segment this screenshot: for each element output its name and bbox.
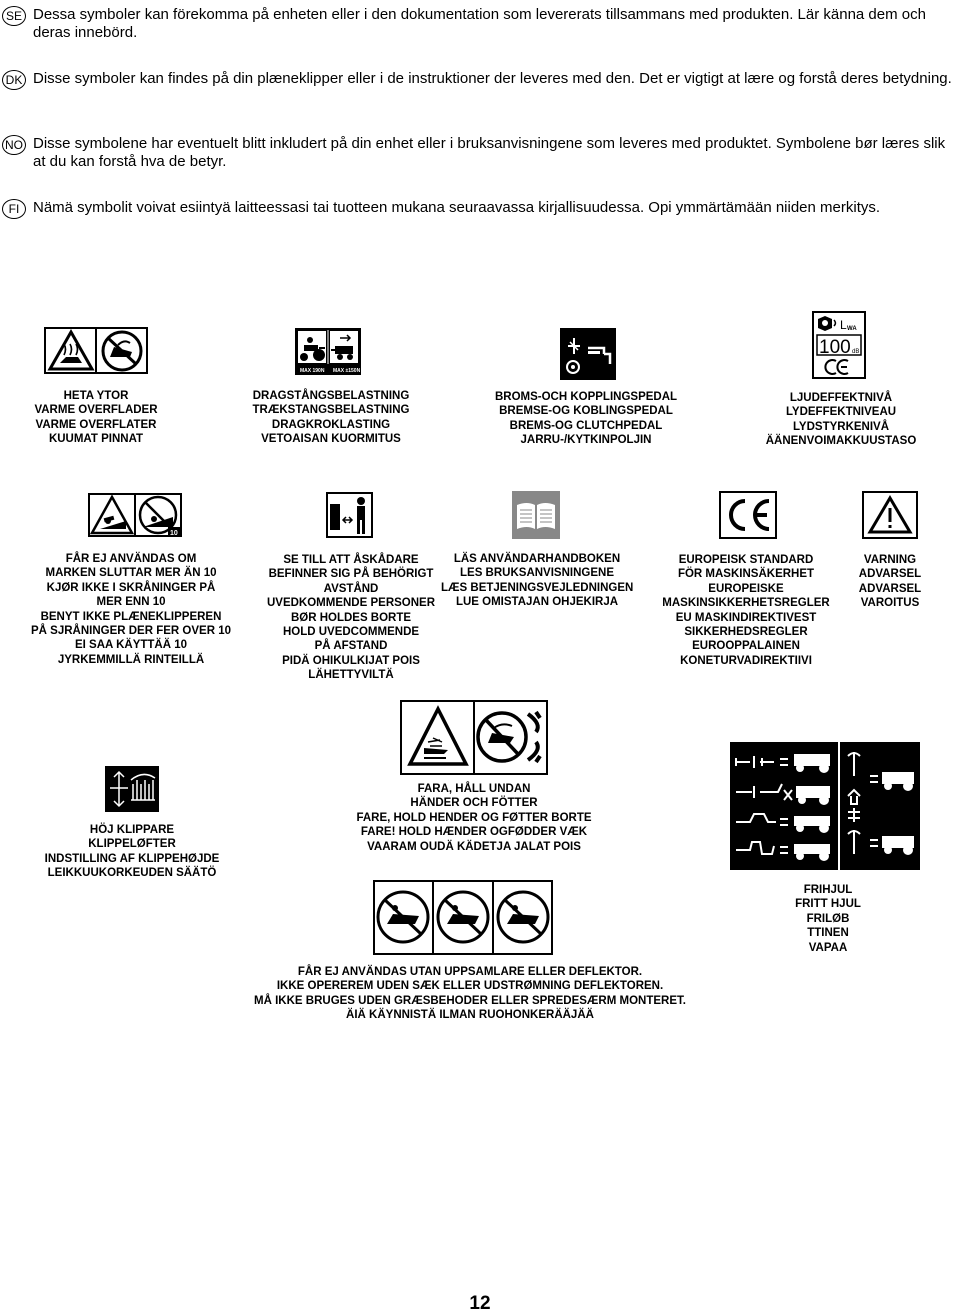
noise-level-icon (812, 311, 866, 379)
noise-value: 100 (819, 337, 851, 358)
slope-warning-caption (16, 552, 246, 667)
caption-line: BROMS-OCH KOPPLINGSPEDAL (494, 391, 678, 403)
slope-badge: 10 (170, 530, 178, 537)
hot-surfaces-caption (16, 389, 176, 447)
caption-line: SIKKERHEDSREGLER (684, 626, 808, 639)
caption-line: LUE OMISTAJAN OHJEKIRJA (455, 596, 619, 609)
lwa-symbol: L (840, 318, 847, 332)
language-badge-se: SE (2, 6, 26, 26)
caption-line: EUROPEISKE (708, 582, 784, 595)
caption-line: LES BRUKSANVISNINGENE (460, 567, 614, 580)
caption-line: KLIPPELØFTER (88, 838, 176, 851)
caption-line: PÅ SJRÅNINGER DER FER OVER 10 (30, 625, 231, 638)
caption-line: JARRU-/KYTKINPOLJIN (520, 434, 652, 447)
freewheel-caption (778, 883, 878, 955)
caption-line: EUROPEISK STANDARD (678, 554, 814, 566)
caption-line: VARME OVERFLATER (35, 418, 157, 431)
keep-distance-caption (256, 553, 446, 683)
caption-line: FARA, HÅLL UNDAN (417, 783, 531, 795)
caption-line: LÆS BETJENINGSVEJLEDNINGEN (441, 581, 634, 594)
caption-line: BØR HOLDES BORTE (290, 611, 412, 624)
caption-line: TTINEN (807, 927, 849, 940)
grass-collector-required-caption (200, 965, 740, 1023)
brake-clutch-pedal-icon (560, 328, 616, 380)
freewheel-icon (730, 742, 920, 870)
caption-line: LEIKKUUKORKEUDEN SÄÄTÖ (47, 867, 217, 880)
ce-mark-caption (648, 553, 844, 668)
caption-line: IKKE OPEREREM UDEN SÆK ELLER UDSTRØMNING DEFLEKTOREN. (276, 980, 664, 993)
language-badge-no: NO (2, 135, 26, 155)
caption-line: PÅ AFSTAND (314, 640, 388, 653)
intro-text-no: Disse symbolene har eventuelt blitt inkludert på din enhet eller i bruksanvisningene som leveres med produktet. Symbolene bør læres slik at du kan forstå hva de betyr. (33, 135, 946, 170)
caption-line: EU MASKINDIREKTIVEST (675, 611, 817, 624)
caption-line: VAROITUS (860, 597, 920, 610)
caption-line: MÅ IKKE BRUGES UDEN GRÆSBEHODER ELLER SPREDESÆRM MONTERET. (254, 994, 686, 1007)
caption-line: TRÆKSTANGSBELASTNING (252, 404, 410, 417)
caption-line: AVSTÅND (323, 582, 379, 595)
caption-line: SE TILL ATT ÅSKÅDARE (283, 554, 419, 566)
caption-line: HÖJ KLIPPARE (89, 824, 175, 836)
keep-hands-feet-away-caption (346, 782, 602, 854)
keep-hands-feet-away-icon (400, 700, 548, 775)
page-number: 12 (469, 1293, 491, 1314)
caption-line: LJUDEFFEKTNIVÅ (789, 392, 893, 404)
caption-line: VETOAISAN KUORMITUS (261, 433, 401, 446)
warning-icon (862, 491, 918, 539)
caption-line: BREMS-OG CLUTCHPEDAL (509, 419, 663, 432)
caption-line: HETA YTOR (63, 390, 129, 402)
language-badge-dk: DK (2, 70, 26, 90)
noise-unit: dB (852, 349, 860, 355)
intro-text-dk: Disse symboler kan findes på din plæneklipper eller i de instruktioner der leveres med den. Det er vigtigt at lære og forstå deres betydning. (33, 70, 952, 87)
language-badge-fi: FI (2, 199, 26, 219)
caption-line: FRITT HJUL (795, 898, 861, 911)
caption-line: ÄIÄ KÄYNNISTÄ ILMAN RUOHONKERÄÄJÄÄ (346, 1009, 594, 1022)
caption-line: ÄÄNENVOIMAKKUUSTASO (765, 435, 917, 448)
grass-collector-required-icon (373, 880, 553, 955)
caption-line: ADVARSEL (858, 568, 922, 581)
caption-line: KJØR IKKE I SKRÅNINGER PÅ (46, 581, 216, 594)
caption-line: MASKINSIKKERHETSREGLER (662, 597, 830, 610)
caption-line: LYDEFFEKTNIVEAU (785, 406, 897, 419)
drawbar-label-left: MAX 190N (300, 368, 325, 374)
caption-line: VAPAA (808, 941, 848, 954)
intro-text-fi: Nämä symbolit voivat esiintyä laitteessasi tai tuotteen mukana seuraavassa kirjallisuudessa. Opi ymmärtämään niiden merkitys. (33, 199, 881, 216)
caption-line: BENYT IKKE PLÆNEKLIPPEREN (40, 610, 222, 623)
caption-line: FÅR EJ ANVÄNDAS OM (65, 553, 197, 565)
caption-line: PIDÄ OHIKULKIJAT POIS (282, 654, 420, 667)
caption-line: FARE! HOLD HÆNDER OGFØDDER VÆK (360, 826, 588, 839)
caption-line: FARE, HOLD HENDER OG FØTTER BORTE (356, 811, 592, 824)
caption-line: HOLD UVEDCOMMENDE (282, 626, 420, 639)
caption-line: VAARAM OUDÄ KÄDETJA JALAT POIS (367, 840, 581, 853)
drawbar-load-caption (236, 389, 426, 447)
caption-line: INDSTILLING AF KLIPPEHØJDE (44, 852, 220, 865)
caption-line: VARME OVERFLADER (34, 404, 158, 417)
brake-clutch-pedal-caption (486, 390, 686, 448)
caption-line: KUUMAT PINNAT (48, 433, 144, 446)
caption-line: LÄS ANVÄNDARHANDBOKEN (453, 553, 621, 565)
caption-line: LYDSTYRKENIVÅ (792, 420, 890, 433)
caption-line: FÅR EJ ANVÄNDAS UTAN UPPSAMLARE ELLER DEFLEKTOR. (297, 966, 643, 978)
caption-line: EUROOPPALAINEN (692, 640, 800, 653)
caption-line: HÄNDER OCH FÖTTER (410, 797, 538, 810)
warning-caption (840, 553, 940, 611)
cutting-height-icon (105, 766, 159, 812)
caption-line: FRIHJUL (803, 884, 853, 896)
caption-line: MER ENN 10 (96, 596, 166, 609)
caption-line: KONETURVADIREKTIIVI (680, 654, 812, 667)
drawbar-load-icon (295, 328, 361, 375)
read-manual-caption (441, 552, 633, 610)
caption-line: FÖR MASKINSÄKERHET (677, 568, 815, 581)
caption-line: DRAGKROKLASTING (271, 418, 391, 431)
ce-mark-icon (719, 491, 777, 539)
keep-distance-icon (326, 492, 373, 538)
caption-line: EI SAA KÄYTTÄÄ 10 (74, 639, 188, 652)
caption-line: MARKEN SLUTTAR MER ÄN 10 (45, 567, 217, 580)
caption-line: ADVARSEL (858, 582, 922, 595)
hot-surfaces-icon (44, 327, 148, 374)
caption-line: FRILØB (806, 912, 850, 925)
slope-warning-icon (88, 493, 182, 537)
caption-line: VARNING (863, 554, 917, 566)
read-manual-icon (512, 491, 560, 539)
caption-line: JYRKEMMILLÄ RINTEILLÄ (57, 653, 205, 666)
drawbar-label-right: MAX ±150N (333, 368, 361, 374)
caption-line: LÄHETTYVILTÄ (308, 669, 394, 682)
caption-line: BREMSE-OG KOBLINGSPEDAL (499, 405, 673, 418)
caption-line: DRAGSTÅNGSBELASTNING (252, 390, 410, 402)
cutting-height-caption (26, 823, 238, 881)
caption-line: UVEDKOMMENDE PERSONER (266, 597, 436, 610)
caption-line: BEFINNER SIG PÅ BEHÖRIGT (268, 568, 434, 581)
intro-text-se: Dessa symboler kan förekomma på enheten eller i den dokumentation som levererats tillsammans med produkten. Lär känna dem och deras innebörd. (33, 6, 926, 41)
noise-level-caption (756, 391, 926, 449)
lwa-subscript: WA (847, 326, 857, 332)
